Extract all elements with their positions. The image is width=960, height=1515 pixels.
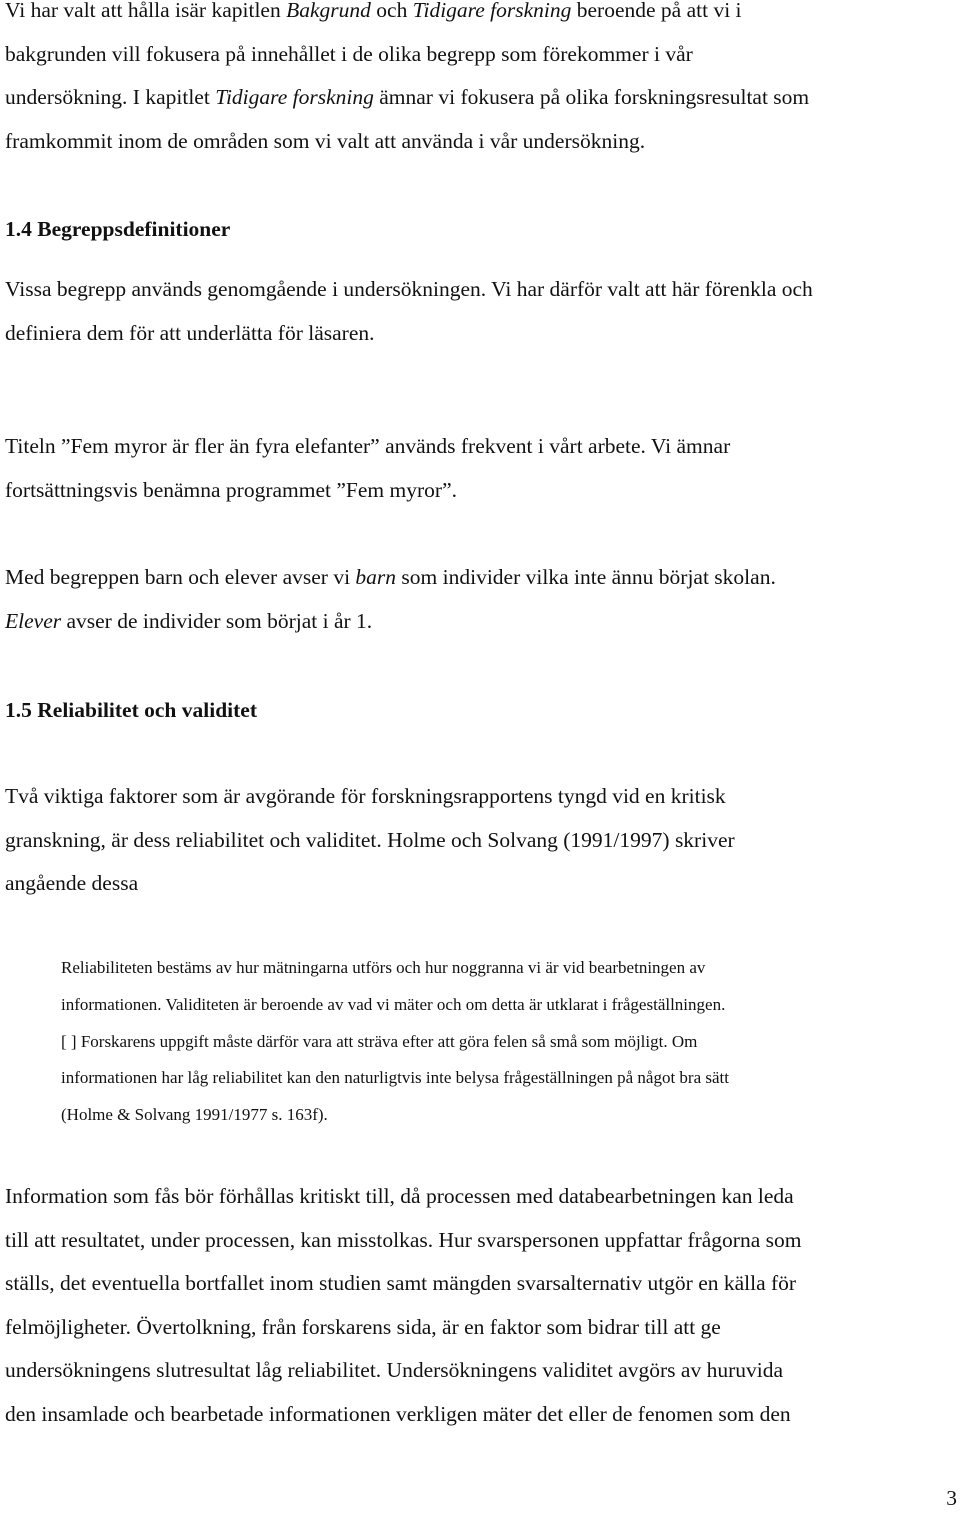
text-run: granskning, är dess reliabilitet och validitet. Holme och Solvang (1991/1997) skriver — [5, 827, 735, 852]
p5-line — [5, 862, 955, 906]
p6-line — [5, 1262, 955, 1306]
text-run: Med begreppen barn och elever avser vi — [5, 565, 356, 589]
text-run: Information som fås bör förhållas kritiskt till, då processen med databearbetningen kan leda — [5, 1184, 794, 1208]
text-run: undersökningens slutresultat låg reliabilitet. Undersökningens validitet avgörs av huruvida — [5, 1358, 784, 1383]
text-run: Titeln ”Fem myror är fler än fyra elefanter” används frekvent i vårt arbete. Vi ämnar — [5, 434, 731, 458]
italic-term: Tidigare forskning — [412, 0, 572, 22]
italic-term: barn — [355, 565, 397, 589]
p6-line — [5, 1349, 955, 1393]
p3-line — [5, 469, 955, 513]
p6-line — [5, 1306, 955, 1350]
text-run: Vi har valt att hålla isär kapitlen — [5, 0, 287, 22]
text-run: (Holme & Solvang 1991/1977 s. 163f). — [61, 1105, 328, 1125]
heading-reliabilitet-validitet: 1.5 Reliabilitet och validitet — [5, 698, 257, 722]
text-run: Två viktiga faktorer som är avgörande för forskningsrapportens tyngd vid en kritisk — [5, 784, 726, 808]
p1-line — [5, 33, 955, 77]
text-run: framkommit inom de områden som vi valt att använda i vår undersökning. — [5, 128, 646, 153]
italic-term: Elever — [5, 608, 62, 633]
text-run: informationen. Validiteten är beroende av vad vi mäter och om detta är utklarat i frågeställningen. — [61, 994, 726, 1014]
p6-line — [5, 1175, 955, 1219]
p1-line — [5, 0, 955, 33]
paragraph-definitions-intro — [5, 268, 955, 355]
p4-line — [5, 600, 955, 644]
p6-line — [5, 1393, 955, 1437]
italic-term: Tidigare forskning — [215, 85, 374, 110]
p5-line — [5, 775, 955, 819]
text-run: till att resultatet, under processen, kan misstolkas. Hur svarspersonen uppfattar frågorna som — [5, 1227, 802, 1252]
text-run: den insamlade och bearbetade informationen verkligen mäter det eller de fenomen som den — [5, 1401, 791, 1426]
text-run: Reliabiliteten bestäms av hur mätningarna utförs och hur noggranna vi är vid bearbetningen av — [61, 958, 706, 977]
p5-line — [5, 819, 955, 863]
quote-line — [61, 1024, 951, 1061]
quote-line — [61, 987, 951, 1024]
block-quote — [61, 950, 951, 1134]
paragraph-intro — [5, 0, 955, 163]
italic-term: Bakgrund — [286, 0, 371, 22]
page-number: 3 — [946, 1486, 957, 1510]
p3-line — [5, 425, 955, 469]
quote-line — [61, 950, 951, 987]
paragraph-information-critique — [5, 1175, 955, 1437]
p2-line — [5, 312, 955, 356]
p1-line — [5, 120, 955, 164]
text-run: och — [370, 0, 413, 22]
text-run: angående dessa — [5, 871, 139, 896]
heading-begreppsdefinitioner: 1.4 Begreppsdefinitioner — [5, 217, 231, 241]
quote-line — [61, 1097, 951, 1134]
text-run: ställs, det eventuella bortfallet inom studien samt mängden svarsalternativ utgör en källa för — [5, 1271, 797, 1296]
text-run: ämnar vi fokusera på olika forskningsresultat som — [373, 85, 810, 110]
quote-line — [61, 1060, 951, 1097]
paragraph-children-definition — [5, 556, 955, 643]
text-run: bakgrunden vill fokusera på innehållet i de olika begrepp som förekommer i vår — [5, 41, 693, 66]
text-run: Vissa begrepp används genomgående i undersökningen. Vi har därför valt att här förenkla och — [5, 277, 813, 301]
text-run: undersökning. I kapitlet — [5, 85, 216, 110]
text-run: [ ] Forskarens uppgift måste därför vara att sträva efter att göra felen så små som möjligt. Om — [61, 1031, 698, 1051]
text-run: felmöjligheter. Övertolkning, från forskarens sida, är en faktor som bidrar till att ge — [5, 1314, 721, 1339]
text-run: informationen har låg reliabilitet kan den naturligtvis inte belysa frågeställningen på något bra sätt — [61, 1068, 729, 1088]
text-run: beroende på att vi i — [571, 0, 742, 22]
text-run: som individer vilka inte ännu börjat skolan. — [396, 565, 776, 589]
paragraph-title-definition — [5, 425, 955, 512]
p1-line — [5, 76, 955, 120]
paragraph-reliability-intro — [5, 775, 955, 906]
p6-line — [5, 1219, 955, 1263]
text-run: fortsättningsvis benämna programmet ”Fem myror”. — [5, 477, 457, 502]
p4-line — [5, 556, 955, 600]
text-run: definiera dem för att underlätta för läsaren. — [5, 320, 375, 345]
p2-line — [5, 268, 955, 312]
text-run: avser de individer som börjat i år 1. — [61, 608, 373, 633]
